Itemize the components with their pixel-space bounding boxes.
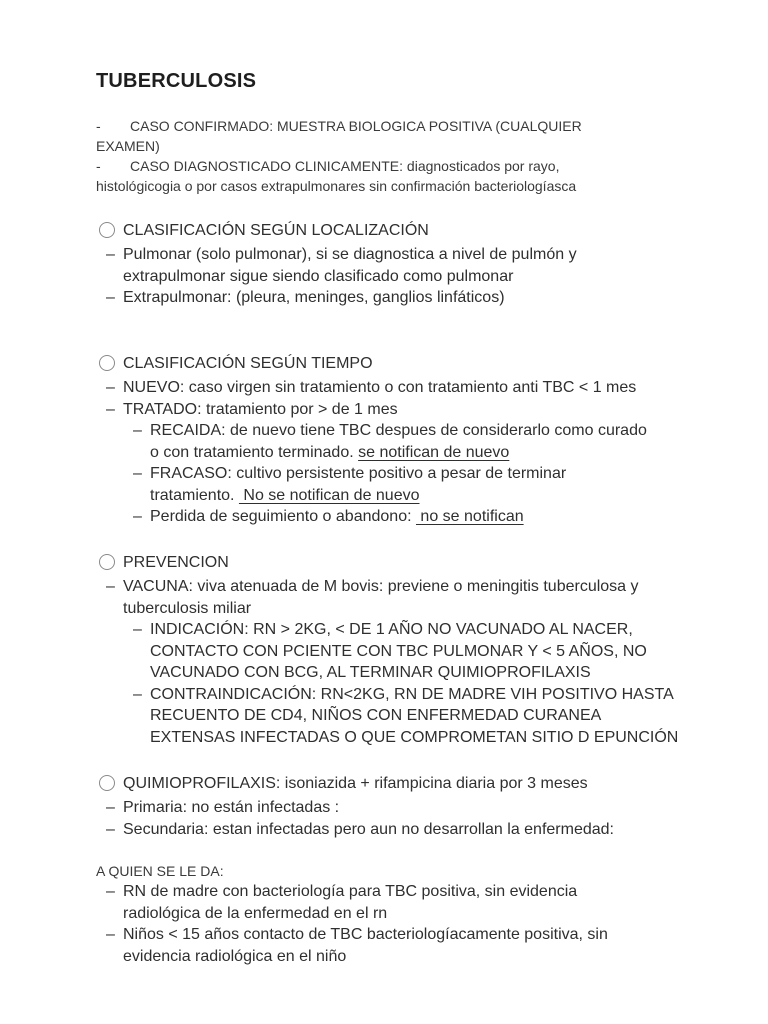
item-text: Pulmonar (solo pulmonar), si se diagnostica a nivel de pulmón y — [123, 246, 577, 263]
list-item — [96, 287, 696, 309]
intro-line — [96, 116, 656, 136]
intro-line — [96, 156, 656, 176]
heading-text: CLASIFICACIÓN SEGÚN TIEMPO — [123, 355, 373, 372]
item-text: Extrapulmonar: (pleura, meninges, ganglios linfáticos) — [123, 289, 505, 306]
caso-confirmado-text: CASO CONFIRMADO: MUESTRA BIOLOGICA POSITIVA (CUALQUIER — [130, 118, 582, 134]
item-text: VACUNA: viva atenuada de M bovis: previene o meningitis tuberculosa y — [123, 578, 639, 595]
sub-list-item — [96, 506, 696, 528]
item-text: CONTRAINDICACIÓN: RN<2KG, RN DE MADRE VIH POSITIVO HASTA — [150, 685, 674, 703]
section-tiempo — [96, 353, 696, 528]
section-heading — [96, 552, 696, 574]
dash-marker: - — [96, 158, 101, 174]
item-text: NUEVO: caso virgen sin tratamiento o con tratamiento anti TBC < 1 mes — [123, 379, 637, 396]
section-quimioprofilaxis — [96, 773, 696, 840]
heading-text: PREVENCION — [123, 554, 229, 571]
sub-list-item — [96, 463, 696, 506]
item-text: Primaria: no están infectadas : — [123, 799, 340, 816]
item-text — [150, 485, 696, 507]
list-item — [96, 244, 696, 287]
item-text: extrapulmonar sigue siendo clasificado como pulmonar — [123, 267, 514, 285]
bullet-marker: – — [106, 799, 115, 816]
section-heading — [96, 353, 696, 375]
bullet-marker: – — [133, 685, 142, 703]
bullet-marker: – — [106, 289, 115, 306]
section-heading — [96, 773, 696, 795]
sub-list-item — [96, 420, 696, 463]
underlined-note: No se notifican de nuevo — [238, 486, 420, 504]
item-text-part: tratamiento. — [150, 486, 239, 504]
item-text — [150, 442, 696, 464]
section-label: A QUIEN SE LE DA: — [96, 863, 224, 879]
sub-list-item — [96, 684, 696, 749]
item-text-part: o con tratamiento terminado. — [150, 443, 359, 461]
item-text: CONTACTO CON PCIENTE CON TBC PULMONAR Y < 5 AÑOS, NO — [150, 642, 647, 660]
item-text-part: Perdida de seguimiento o abandono: — [150, 508, 416, 525]
bullet-marker: – — [133, 621, 142, 638]
intro-line: EXAMEN) — [96, 138, 160, 154]
section-prevencion — [96, 552, 696, 748]
heading-text: CLASIFICACIÓN SEGÚN LOCALIZACIÓN — [123, 222, 429, 239]
item-text: RECAIDA: de nuevo tiene TBC despues de considerarlo como curado — [150, 422, 647, 439]
item-text: evidencia radiológica en el niño — [123, 947, 347, 965]
item-text: tuberculosis miliar — [123, 599, 252, 617]
section-heading — [96, 220, 696, 242]
section-localizacion — [96, 220, 696, 309]
list-item — [96, 576, 696, 619]
intro-line: histológicogia o por casos extrapulmonares sin confirmación bacteriologíasca — [96, 178, 577, 194]
item-text: FRACASO: cultivo persistente positivo a pesar de terminar — [150, 465, 567, 482]
list-item — [96, 797, 696, 819]
list-item — [96, 881, 696, 924]
heading-text: QUIMIOPROFILAXIS: isoniazida + rifampicina diaria por 3 meses — [123, 775, 588, 792]
item-text: EXTENSAS INFECTADAS O QUE COMPROMETAN SITIO D EPUNCIÓN — [150, 728, 679, 746]
page-title: TUBERCULOSIS — [96, 70, 257, 92]
bullet-marker: – — [133, 465, 142, 482]
bullet-marker: – — [133, 422, 142, 439]
item-text: INDICACIÓN: RN > 2KG, < DE 1 AÑO NO VACUNADO AL NACER, — [150, 621, 633, 638]
sub-list-item — [96, 619, 696, 684]
bullet-marker: – — [106, 246, 115, 263]
bullet-marker: – — [106, 400, 115, 418]
item-text: radiológica de la enfermedad en el rn — [123, 904, 388, 922]
checkbox-circle-icon[interactable] — [99, 554, 115, 570]
underlined-note: se notifican de nuevo — [358, 443, 510, 461]
item-text: Niños < 15 años contacto de TBC bacteriologíacamente positiva, sin — [123, 926, 608, 943]
bullet-marker: – — [106, 379, 115, 396]
bullet-marker: – — [106, 926, 115, 943]
bullet-marker: – — [133, 508, 142, 525]
checkbox-circle-icon[interactable] — [99, 775, 115, 791]
item-text: RECUENTO DE CD4, NIÑOS CON ENFERMEDAD CURANEA — [150, 707, 602, 724]
checkbox-circle-icon[interactable] — [99, 222, 115, 238]
section-a-quien — [96, 861, 696, 967]
item-text: TRATADO: tratamiento por > de 1 mes — [123, 400, 398, 418]
underlined-note: no se notifican — [415, 508, 524, 525]
bullet-marker: – — [106, 883, 115, 900]
intro-block — [96, 116, 656, 196]
bullet-marker: – — [106, 578, 115, 595]
dash-marker: - — [96, 118, 101, 134]
item-text — [150, 506, 696, 528]
caso-diagnosticado-text: CASO DIAGNOSTICADO CLINICAMENTE: diagnosticados por rayo, — [130, 158, 560, 174]
list-item — [96, 924, 696, 967]
item-text: VACUNADO CON BCG, AL TERMINAR QUIMIOPROFILAXIS — [150, 664, 591, 681]
checkbox-circle-icon[interactable] — [99, 355, 115, 371]
item-text: RN de madre con bacteriología para TBC positiva, sin evidencia — [123, 883, 578, 900]
list-item — [96, 399, 696, 421]
list-item — [96, 819, 696, 841]
bullet-marker: – — [106, 820, 115, 838]
item-text: Secundaria: estan infectadas pero aun no desarrollan la enfermedad: — [123, 820, 614, 838]
list-item — [96, 377, 696, 399]
